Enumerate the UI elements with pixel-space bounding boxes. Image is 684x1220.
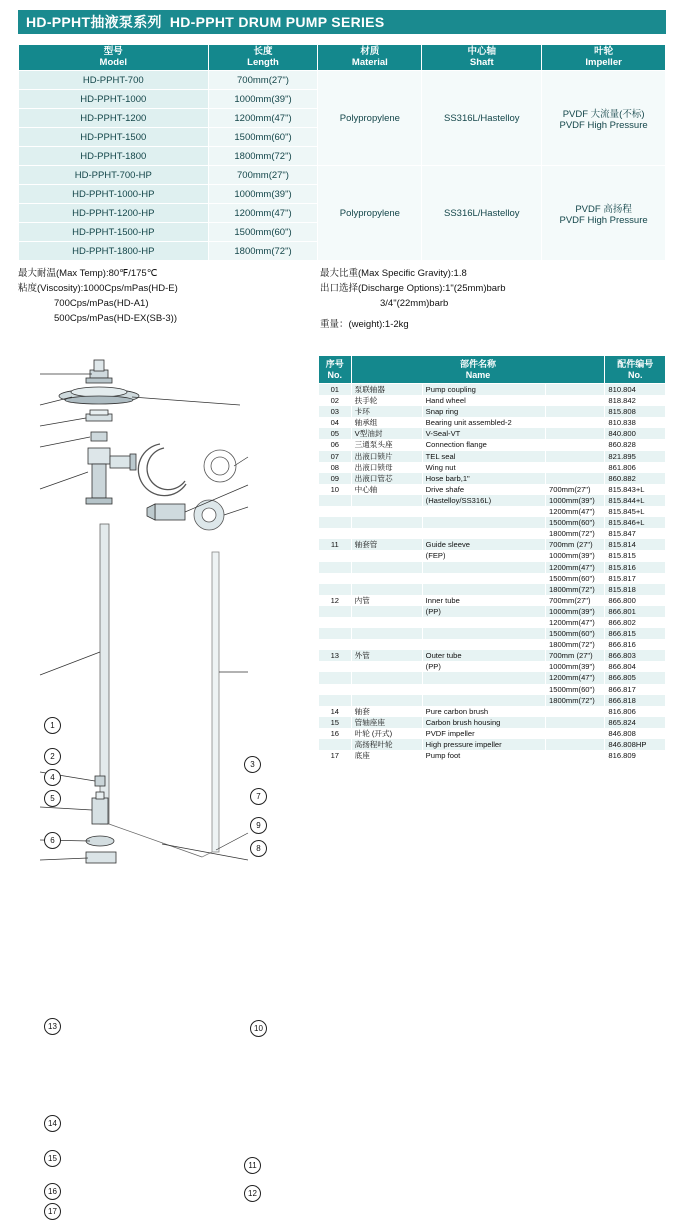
part-no xyxy=(319,684,352,695)
part-no xyxy=(319,528,352,539)
part-no: 03 xyxy=(319,406,352,417)
part-name-en: (PP) xyxy=(422,661,545,672)
parts-table-body xyxy=(319,384,666,762)
part-length xyxy=(546,428,605,439)
table-row xyxy=(319,573,666,584)
part-name-en xyxy=(422,573,545,584)
callout-5: 5 xyxy=(44,790,61,807)
table-row xyxy=(319,406,666,417)
spec-material-group-2: Polypropylene xyxy=(318,166,422,261)
part-code: 821.895 xyxy=(605,451,666,462)
table-row xyxy=(319,672,666,683)
part-length: 1000mm(39") xyxy=(546,495,605,506)
part-length: 1500mm(60") xyxy=(546,684,605,695)
part-name-cn xyxy=(351,695,422,706)
part-name-cn xyxy=(351,562,422,573)
part-code: 815.814 xyxy=(605,539,666,550)
callout-17: 17 xyxy=(44,1203,61,1220)
spec-length: 700mm(27") xyxy=(208,166,318,185)
part-pump-coupling xyxy=(86,360,112,383)
part-name-en: Pure carbon brush xyxy=(422,706,545,717)
part-name-en xyxy=(422,617,545,628)
spec-model: HD-PPHT-1500-HP xyxy=(19,223,209,242)
note-discharge-options: 出口选择(Discharge Options):1"(25mm)barb xyxy=(320,283,506,294)
part-name-cn xyxy=(351,573,422,584)
table-row xyxy=(319,717,666,728)
part-connection-flange xyxy=(86,448,136,504)
spec-impeller-group-1: PVDF 大流量(不标) PVDF High Pressure xyxy=(542,71,666,166)
part-name-cn: 轴套管 xyxy=(351,539,422,550)
part-name-cn: 出液口管芯 xyxy=(351,473,422,484)
callout-2: 2 xyxy=(44,748,61,765)
part-name-cn: 外管 xyxy=(351,650,422,661)
part-no xyxy=(319,661,352,672)
spec-header-impeller: 叶轮 Impeller xyxy=(542,45,666,71)
parts-header-name: 部件名称 Name xyxy=(351,356,605,384)
spec-length: 700mm(27") xyxy=(208,71,318,90)
table-row xyxy=(319,439,666,450)
part-length xyxy=(546,451,605,462)
table-row xyxy=(319,628,666,639)
part-code: 865.824 xyxy=(605,717,666,728)
note-discharge-option-2: 3/4"(22mm)barb xyxy=(380,298,449,309)
part-code: 866.816 xyxy=(605,639,666,650)
table-row xyxy=(319,639,666,650)
part-no xyxy=(319,562,352,573)
part-hand-wheel xyxy=(59,387,139,404)
part-carbon-brush xyxy=(95,776,105,786)
part-length: 1200mm(47") xyxy=(546,672,605,683)
part-code: 866.804 xyxy=(605,661,666,672)
part-no: 14 xyxy=(319,706,352,717)
part-name-cn: 三通泵头座 xyxy=(351,439,422,450)
part-no xyxy=(319,506,352,517)
parts-table xyxy=(318,355,666,761)
parts-header-no: 序号 No. xyxy=(319,356,352,384)
part-length: 700mm(27") xyxy=(546,595,605,606)
part-length: 1800mm(72") xyxy=(546,528,605,539)
note-max-temp: 最大耐温(Max Temp):80℉/175℃ xyxy=(18,268,158,279)
spec-model: HD-PPHT-1500 xyxy=(19,128,209,147)
part-name-en: Outer tube xyxy=(422,650,545,661)
part-code: 840.800 xyxy=(605,428,666,439)
spec-material-group-1: Polypropylene xyxy=(318,71,422,166)
table-row xyxy=(319,661,666,672)
callout-1: 1 xyxy=(44,717,61,734)
part-name-cn xyxy=(351,617,422,628)
part-hose-barb xyxy=(147,504,185,520)
table-row xyxy=(319,684,666,695)
part-name-cn xyxy=(351,606,422,617)
spec-model: HD-PPHT-1000-HP xyxy=(19,185,209,204)
note-specific-gravity: 最大比重(Max Specific Gravity):1.8 xyxy=(320,268,467,279)
part-name-en xyxy=(422,584,545,595)
part-code: 846.808 xyxy=(605,728,666,739)
part-name-en: TEL seal xyxy=(422,451,545,462)
spec-impeller-group-2: PVDF 高扬程 PVDF High Pressure xyxy=(542,166,666,261)
part-name-cn xyxy=(351,517,422,528)
part-name-cn xyxy=(351,639,422,650)
part-length xyxy=(546,439,605,450)
part-length xyxy=(546,750,605,761)
spec-length: 1500mm(60") xyxy=(208,128,318,147)
table-row xyxy=(319,484,666,495)
part-no: 08 xyxy=(319,462,352,473)
part-name-en: Bearing unit assembled-2 xyxy=(422,417,545,428)
spec-length: 1800mm(72") xyxy=(208,147,318,166)
part-code: 866.803 xyxy=(605,650,666,661)
part-name-en: (FEP) xyxy=(422,550,545,561)
table-row xyxy=(319,617,666,628)
part-length: 1500mm(60") xyxy=(546,573,605,584)
table-row xyxy=(319,473,666,484)
part-no: 09 xyxy=(319,473,352,484)
callout-16: 16 xyxy=(44,1183,61,1200)
part-impeller xyxy=(86,836,114,846)
part-name-en xyxy=(422,562,545,573)
table-row xyxy=(319,550,666,561)
part-name-en: Hand wheel xyxy=(422,395,545,406)
note-viscosity-a1: 700Cps/mPas(HD-A1) xyxy=(54,298,149,309)
part-no: 11 xyxy=(319,539,352,550)
spec-length: 1000mm(39") xyxy=(208,90,318,109)
part-length xyxy=(546,728,605,739)
part-no: 07 xyxy=(319,451,352,462)
part-code: 818.842 xyxy=(605,395,666,406)
part-length xyxy=(546,739,605,750)
part-length xyxy=(546,462,605,473)
part-name-en: Wing nut xyxy=(422,462,545,473)
part-no xyxy=(319,639,352,650)
part-length xyxy=(546,395,605,406)
note-viscosity: 粘度(Viscosity):1000Cps/mPas(HD-E) xyxy=(18,283,178,294)
part-name-en: Snap ring xyxy=(422,406,545,417)
part-length: 1500mm(60") xyxy=(546,517,605,528)
spec-header-model: 型号 Model xyxy=(19,45,209,71)
part-code: 816.809 xyxy=(605,750,666,761)
part-no: 17 xyxy=(319,750,352,761)
page-title-en: HD-PPHT DRUM PUMP SERIES xyxy=(169,14,385,30)
spec-length: 1200mm(47") xyxy=(208,109,318,128)
part-name-en: V-Seal-VT xyxy=(422,428,545,439)
part-name-cn: 轴承组 xyxy=(351,417,422,428)
part-name-en xyxy=(422,639,545,650)
callout-14: 14 xyxy=(44,1115,61,1132)
table-row xyxy=(319,595,666,606)
table-row xyxy=(319,728,666,739)
part-name-en: Hose barb,1" xyxy=(422,473,545,484)
part-no: 04 xyxy=(319,417,352,428)
part-name-cn xyxy=(351,584,422,595)
part-name-en: (PP) xyxy=(422,606,545,617)
table-row xyxy=(319,695,666,706)
part-length: 1500mm(60") xyxy=(546,628,605,639)
table-row xyxy=(319,650,666,661)
part-name-cn: V型油封 xyxy=(351,428,422,439)
part-code: 815.844+L xyxy=(605,495,666,506)
part-length: 1800mm(72") xyxy=(546,639,605,650)
table-row xyxy=(19,166,666,185)
part-name-cn: 出液口锁片 xyxy=(351,451,422,462)
spec-length: 1800mm(72") xyxy=(208,242,318,261)
part-code: 816.806 xyxy=(605,706,666,717)
spec-length: 1500mm(60") xyxy=(208,223,318,242)
part-length xyxy=(546,406,605,417)
table-row xyxy=(319,562,666,573)
part-name-cn xyxy=(351,628,422,639)
part-no: 01 xyxy=(319,384,352,396)
table-row xyxy=(319,584,666,595)
callout-7: 7 xyxy=(250,788,267,805)
part-code: 866.801 xyxy=(605,606,666,617)
table-row xyxy=(319,451,666,462)
part-name-cn: 管轴座座 xyxy=(351,717,422,728)
spec-model: HD-PPHT-1200-HP xyxy=(19,204,209,223)
part-no: 16 xyxy=(319,728,352,739)
part-pump-foot xyxy=(86,852,116,863)
part-name-en: Carbon brush housing xyxy=(422,717,545,728)
spec-model: HD-PPHT-1000 xyxy=(19,90,209,109)
callout-13: 13 xyxy=(44,1018,61,1035)
parts-table-wrap xyxy=(318,355,666,761)
part-length xyxy=(546,384,605,396)
part-name-en xyxy=(422,628,545,639)
part-name-en: Guide sleeve xyxy=(422,539,545,550)
part-code: 815.847 xyxy=(605,528,666,539)
part-no xyxy=(319,672,352,683)
part-code: 815.817 xyxy=(605,573,666,584)
table-row xyxy=(319,706,666,717)
part-name-cn xyxy=(351,495,422,506)
part-length: 700mm(27") xyxy=(546,484,605,495)
table-row xyxy=(319,417,666,428)
parts-header-code: 配件编号 No. xyxy=(605,356,666,384)
part-name-en xyxy=(422,695,545,706)
table-row xyxy=(319,528,666,539)
callout-12: 12 xyxy=(244,1185,261,1202)
part-snap-ring xyxy=(86,410,112,421)
spec-header-shaft: 中心轴 Shaft xyxy=(422,45,542,71)
part-name-en: Pump coupling xyxy=(422,384,545,396)
part-name-en: Drive shafe xyxy=(422,484,545,495)
diagram-drawing xyxy=(12,352,312,864)
part-length: 700mm (27") xyxy=(546,539,605,550)
part-name-en xyxy=(422,517,545,528)
part-length xyxy=(546,717,605,728)
part-no xyxy=(319,495,352,506)
part-name-cn xyxy=(351,550,422,561)
part-code: 815.845+L xyxy=(605,506,666,517)
table-row xyxy=(319,539,666,550)
part-no xyxy=(319,628,352,639)
part-no: 05 xyxy=(319,428,352,439)
page-title xyxy=(18,10,666,34)
part-name-en: PVDF impeller xyxy=(422,728,545,739)
page-title-cn: HD-PPHT抽液泵系列 xyxy=(26,14,162,30)
callout-11: 11 xyxy=(244,1157,261,1174)
spec-shaft-group-2: SS316L/Hastelloy xyxy=(422,166,542,261)
part-length: 1800mm(72") xyxy=(546,584,605,595)
part-no xyxy=(319,573,352,584)
part-name-cn xyxy=(351,684,422,695)
part-no: 02 xyxy=(319,395,352,406)
notes-right xyxy=(320,266,666,332)
part-code: 810.838 xyxy=(605,417,666,428)
spec-model: HD-PPHT-1800-HP xyxy=(19,242,209,261)
part-length: 1200mm(47") xyxy=(546,562,605,573)
spec-header-length: 长度 Length xyxy=(208,45,318,71)
part-code: 860.882 xyxy=(605,473,666,484)
note-viscosity-ex: 500Cps/mPas(HD-EX(SB-3)) xyxy=(54,313,177,324)
part-name-cn: 底座 xyxy=(351,750,422,761)
part-name-cn: 卡环 xyxy=(351,406,422,417)
part-no xyxy=(319,584,352,595)
part-name-cn: 泵联轴器 xyxy=(351,384,422,396)
part-name-cn: 轴套 xyxy=(351,706,422,717)
callout-6: 6 xyxy=(44,832,61,849)
table-row xyxy=(319,495,666,506)
part-code: 815.815 xyxy=(605,550,666,561)
part-length: 700mm (27") xyxy=(546,650,605,661)
part-code: 860.828 xyxy=(605,439,666,450)
part-name-cn: 出液口锁母 xyxy=(351,462,422,473)
part-name-cn: 叶轮 (开式) xyxy=(351,728,422,739)
part-name-cn xyxy=(351,506,422,517)
part-name-en xyxy=(422,506,545,517)
part-no: 10 xyxy=(319,484,352,495)
part-name-en: High pressure impeller xyxy=(422,739,545,750)
table-row xyxy=(319,428,666,439)
part-code: 866.805 xyxy=(605,672,666,683)
part-length xyxy=(546,417,605,428)
note-weight: 重量：(weight):1-2kg xyxy=(320,319,409,330)
part-tubes xyxy=(100,524,219,857)
part-no: 15 xyxy=(319,717,352,728)
part-name-en: Inner tube xyxy=(422,595,545,606)
spec-model: HD-PPHT-700-HP xyxy=(19,166,209,185)
part-v-seal xyxy=(204,450,236,482)
part-name-cn xyxy=(351,661,422,672)
part-name-en: Pump foot xyxy=(422,750,545,761)
part-no xyxy=(319,517,352,528)
part-name-en xyxy=(422,528,545,539)
spec-model: HD-PPHT-1200 xyxy=(19,109,209,128)
part-name-cn xyxy=(351,672,422,683)
part-name-en xyxy=(422,672,545,683)
spec-model: HD-PPHT-1800 xyxy=(19,147,209,166)
part-code: 815.818 xyxy=(605,584,666,595)
spec-header-material: 材质 Material xyxy=(318,45,422,71)
part-no xyxy=(319,695,352,706)
part-code: 815.843+L xyxy=(605,484,666,495)
part-length: 1000mm(39") xyxy=(546,661,605,672)
part-guide-arc xyxy=(138,444,186,496)
callout-9: 9 xyxy=(250,817,267,834)
part-bearing-unit xyxy=(91,432,107,441)
spec-length: 1000mm(39") xyxy=(208,185,318,204)
exploded-diagram xyxy=(12,352,312,1216)
table-row xyxy=(319,606,666,617)
spec-model: HD-PPHT-700 xyxy=(19,71,209,90)
part-code: 846.808HP xyxy=(605,739,666,750)
part-code: 866.815 xyxy=(605,628,666,639)
notes-left xyxy=(18,266,318,326)
part-name-en: Connection flange xyxy=(422,439,545,450)
part-no xyxy=(319,606,352,617)
part-no: 13 xyxy=(319,650,352,661)
spec-length: 1200mm(47") xyxy=(208,204,318,223)
part-code: 866.818 xyxy=(605,695,666,706)
part-code: 815.816 xyxy=(605,562,666,573)
callout-8: 8 xyxy=(250,840,267,857)
part-code: 815.808 xyxy=(605,406,666,417)
part-length: 1000mm(39") xyxy=(546,606,605,617)
spec-shaft-group-1: SS316L/Hastelloy xyxy=(422,71,542,166)
table-row xyxy=(319,384,666,396)
table-row xyxy=(319,395,666,406)
part-no xyxy=(319,617,352,628)
spec-table-header-row xyxy=(19,45,666,71)
part-name-cn: 中心轴 xyxy=(351,484,422,495)
spec-table xyxy=(18,44,666,261)
part-name-cn: 扶手轮 xyxy=(351,395,422,406)
callout-15: 15 xyxy=(44,1150,61,1167)
part-name-cn: 内管 xyxy=(351,595,422,606)
callout-3: 3 xyxy=(244,756,261,773)
part-length: 1000mm(39") xyxy=(546,550,605,561)
part-code: 861.806 xyxy=(605,462,666,473)
part-code: 866.802 xyxy=(605,617,666,628)
part-no: 06 xyxy=(319,439,352,450)
part-code: 815.846+L xyxy=(605,517,666,528)
callout-10: 10 xyxy=(250,1020,267,1037)
part-code: 866.800 xyxy=(605,595,666,606)
part-no xyxy=(319,739,352,750)
part-length: 1800mm(72") xyxy=(546,695,605,706)
part-name-cn xyxy=(351,528,422,539)
table-row xyxy=(19,71,666,90)
part-no: 12 xyxy=(319,595,352,606)
part-name-cn: 高扬程叶轮 xyxy=(351,739,422,750)
part-code: 866.817 xyxy=(605,684,666,695)
part-length: 1200mm(47") xyxy=(546,617,605,628)
table-row xyxy=(319,517,666,528)
part-code: 810.804 xyxy=(605,384,666,396)
callout-4: 4 xyxy=(44,769,61,786)
table-row xyxy=(319,506,666,517)
part-length xyxy=(546,706,605,717)
part-name-en: (Hastelloy/SS316L) xyxy=(422,495,545,506)
parts-table-header-row xyxy=(319,356,666,384)
part-length xyxy=(546,473,605,484)
part-wing-nut xyxy=(194,500,224,530)
table-row xyxy=(319,462,666,473)
part-length: 1200mm(47") xyxy=(546,506,605,517)
part-no xyxy=(319,550,352,561)
part-name-en xyxy=(422,684,545,695)
table-row xyxy=(319,739,666,750)
table-row xyxy=(319,750,666,761)
